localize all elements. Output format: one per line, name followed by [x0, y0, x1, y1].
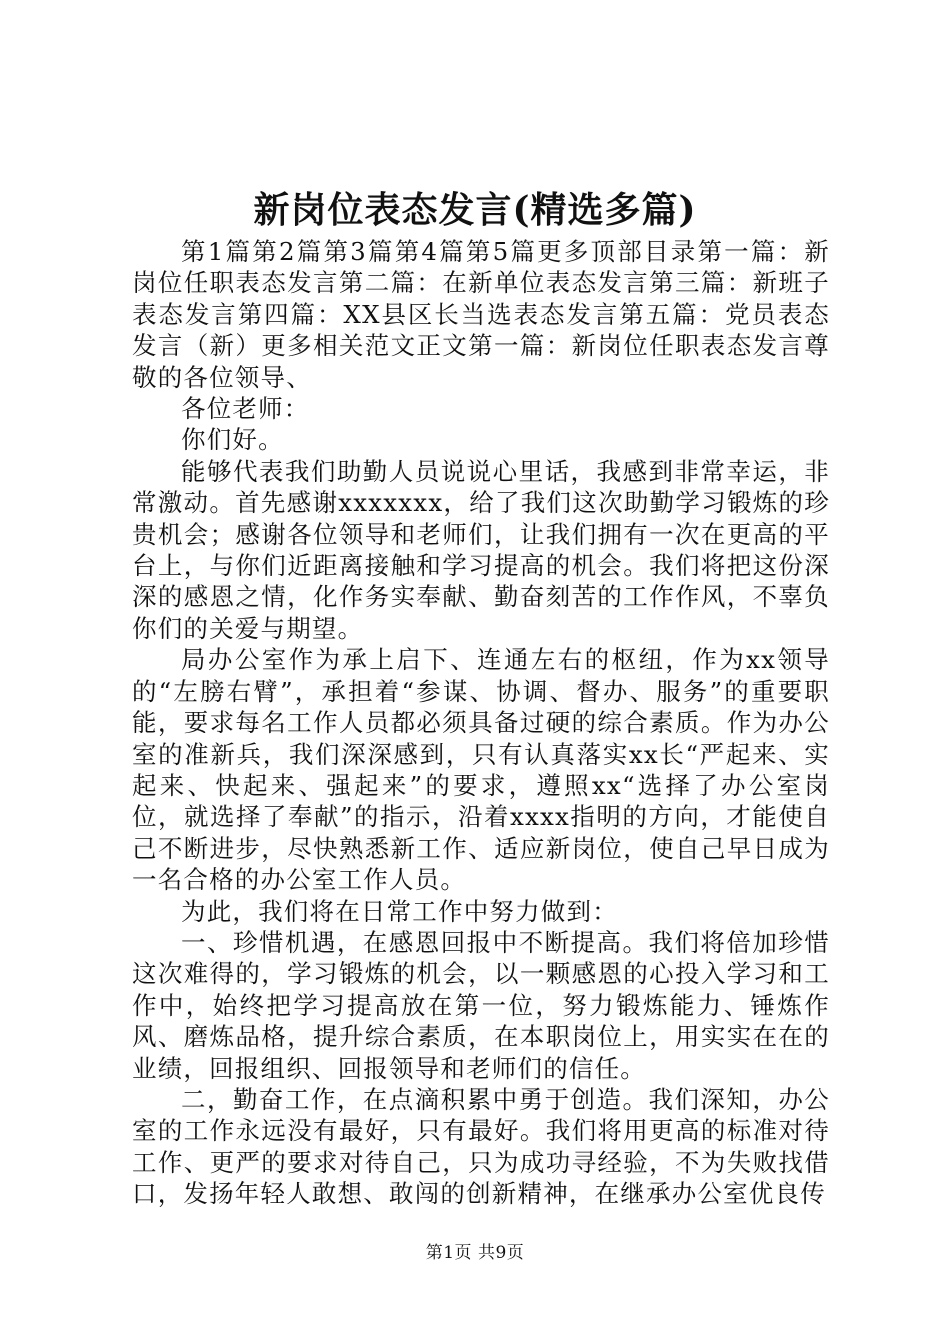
- paragraph-office-role: 局办公室作为承上启下、连通左右的枢纽，作为xx领导的“左膀右臂”，承担着“参谋、协调、督办、服务”的重要职能，要求每名工作人员都必须具备过硬的综合素质。作为办公室的准新兵，我们深深感到，只有认真落实xx长“严起来、实起来、快起来、强起来”的要求，遵照xx“选择了办公室岗位，就选择了奉献”的指示，沿着xxxx指明的方向，才能使自己不断进步，尽快熟悉新工作、适应新岗位，使自己早日成为一名合格的办公室工作人员。: [132, 645, 830, 895]
- paragraph-gratitude: 能够代表我们助勤人员说说心里话，我感到非常幸运，非常激动。首先感谢xxxxxxx，给了我们这次助勤学习锻炼的珍贵机会；感谢各位领导和老师们，让我们拥有一次在更高的平台上，与你们近距离接触和学习提高的机会。我们将把这份深深的感恩之情，化作务实奉献、勤奋刻苦的工作作风，不辜负你们的关爱与期望。: [132, 456, 830, 643]
- paragraph-greeting-teachers: 各位老师：: [181, 394, 310, 424]
- paragraph-commitment-intro: 为此，我们将在日常工作中努力做到：: [181, 896, 618, 926]
- paragraph-hello: 你们好。: [181, 425, 284, 455]
- page-footer: 第1页 共9页: [425, 1243, 525, 1263]
- paragraph-point-one: 一、珍惜机遇，在感恩回报中不断提高。我们将倍加珍惜这次难得的，学习锻炼的机会，以一颗感恩的心投入学习和工作中，始终把学习提高放在第一位，努力锻炼能力、锤炼作风、磨炼品格，提升综合素质，在本职岗位上，用实实在在的业绩，回报组织、回报领导和老师们的信任。: [132, 927, 830, 1083]
- paragraph-point-two: 二，勤奋工作，在点滴积累中勇于创造。我们深知，办公室的工作永远没有最好，只有最好。我们将用更高的标准对待工作、更严的要求对待自己，只为成功寻经验，不为失败找借口，发扬年轻人敢想、敢闯的创新精神，在继承办公室优良传: [132, 1084, 830, 1209]
- document-body: [132, 236, 830, 1210]
- document-title: 新岗位表态发言(精选多篇): [253, 189, 697, 231]
- paragraph-table-of-contents: 第1篇第2篇第3篇第4篇第5篇更多顶部目录第一篇：新岗位任职表态发言第二篇：在新单位表态发言第三篇：新班子表态发言第四篇：XX县区长当选表态发言第五篇：党员表态发言（新）更多相关范文正文第一篇：新岗位任职表态发言尊敬的各位领导、: [132, 237, 830, 392]
